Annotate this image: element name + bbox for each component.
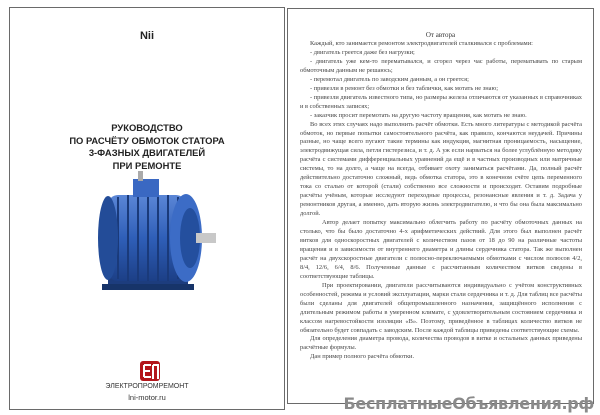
- paragraph: - двигатель уже кем-то перематывался, и сгорел через час работы, перематывать по старым обмоточным данным не решаюсь;: [300, 57, 582, 74]
- title-line: ПО РАСЧЁТУ ОБМОТОК СТАТОРА: [69, 134, 225, 146]
- preface-text: [300, 40, 582, 362]
- paragraph: - двигатель греется даже без нагрузки;: [310, 48, 415, 56]
- title-line: ПРИ РЕМОНТЕ: [112, 159, 182, 171]
- paragraph: - привезли в ремонт без обмотки и без таблички, как мотать не знаю;: [310, 84, 499, 92]
- watermark: БесплатныеОбъявления.рф: [343, 394, 594, 413]
- paragraph: - перемотал двигатель по заводским данным, а он греется;: [310, 75, 469, 83]
- paragraph: При проектировании, двигатели рассчитываются индивидуально с учётом конструктивных особенностей, режима и условий эксплуатации, марки стали сердечника и т. д. Для таблиц все расчёты были сделаны для двигателей общепромышленного назначения, защищённого исполнения с длительным режимом работы в умеренном климате, с удовлетворительным состоянием сердечника и классом нагревостойкости изоляции «В». Поэтому, приведённое в таблицах количество витков не обязательно будет совпадать с заводским. После каждой таблицы приведены соответствующие схемы.: [300, 281, 582, 334]
- publisher-mark: Nii: [139, 30, 155, 42]
- paragraph: Каждый, кто занимается ремонтом электродвигателей сталкивался с проблемами:: [310, 40, 533, 47]
- title-line: РУКОВОДСТВО: [111, 122, 183, 133]
- cover-page: [9, 7, 285, 410]
- company-website: lni-motor.ru: [128, 393, 166, 402]
- paragraph: - заказчик просит перемотать на другую частоту вращения, как мотать не знаю.: [310, 111, 527, 119]
- title-line: 3-ФАЗНЫХ ДВИГАТЕЛЕЙ: [88, 147, 206, 158]
- paragraph: Дан пример полного расчёта обмотки.: [310, 353, 415, 361]
- paragraph: - привезли двигатель известного типа, но размеры железа отличаются от указанных в справочниках и в собственных записях;: [300, 93, 582, 110]
- paragraph: Во всех этих случаях надо выполнить расчёт обмотки. Есть много литературы с методикой расчёта обмоток, но первые попытки самостоятельного расчёта, как правило, кончаются неудачей. Причины разные, но чаще всего пугают такие термины как индукция, магнитная проницаемость, насыщение, электродвижущая сила, петля гистерезиса, и т. д. А уж если нарваться на более углублённую методику расчёта с системами дифференциальных уравнений да ещё и в частных производных или матричные системы, то на долго, а чаще на всегда, отбивает охоту заниматься расчётами. Да, полный расчёт действительно достаточно сложный, ведь обмотка статора, это в конечном счёте цепь переменного тока со сталью от которой (стали) собственно все сложности и происходят. Оставим подробные расчёты учёным, которые исследуют переходные процессы, резонансные явления и т. д. Задача у ремонтников другая, а именно, дать вторую жизнь электродвигателю, и что бы она была максимально долгой.: [300, 120, 582, 218]
- preface-title: От автора: [425, 31, 456, 39]
- paragraph: Автор делает попытку максимально облегчить работу по расчёту обмоточных данных на столько, что бы было достаточно 4-х арифметических действий. Для этого был выполнен расчёт витков для односкоростных двигателей с количеством пазов от 18 до 90 на различные частоты вращения и в зависимости от внутреннего диаметра и длины сердечника статора. Так же выполнен расчёт на двухскоростные двигатели с полюсно-переключаемыми обмотками с числом полюсов 4/2, 8/4, 12/6, 6/4, 8/6. Полученные данные с рассчитанным количеством витков сведены в соответствующие таблицы.: [300, 219, 582, 280]
- paragraph: Для определения диаметра провода, количества проводов в витке и остальных данных приведены расчётные формулы.: [300, 335, 582, 352]
- electric-motor-image: [78, 165, 218, 303]
- company-name: ЭЛЕКТРОПРОМРЕМОНТ: [105, 383, 189, 390]
- company-logo: [138, 358, 162, 384]
- preface-page: [287, 8, 594, 404]
